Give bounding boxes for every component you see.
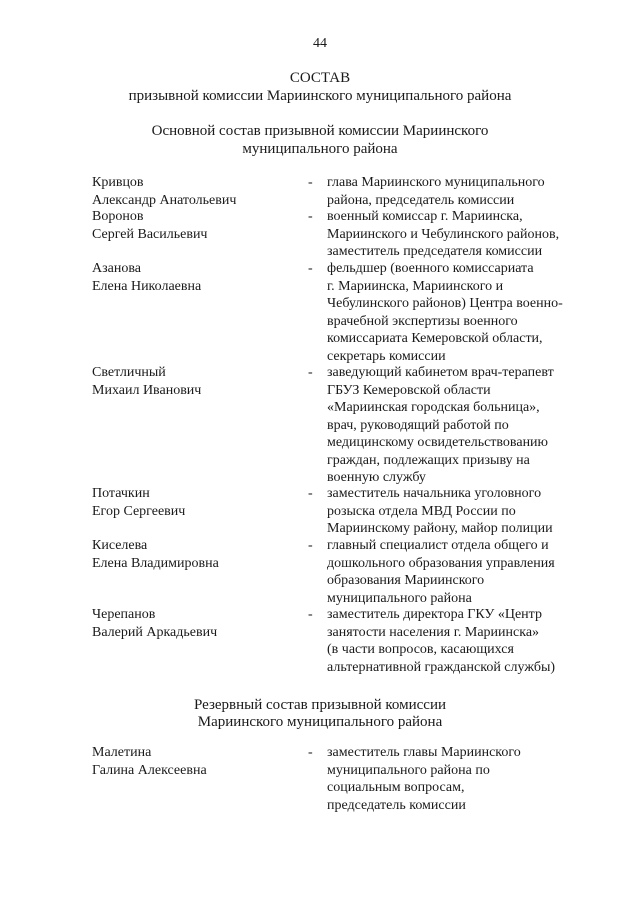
role-line: занятости населения г. Мариинска» [327,624,540,640]
member-name [92,744,302,779]
member-dash: - [308,607,313,622]
member-role [327,537,587,607]
member-name [92,606,302,641]
member-role [327,485,587,538]
role-line: заместитель председателя комиссии [327,244,543,259]
member-surname: Черепанов [92,607,156,622]
member-surname: Светличный [92,365,166,380]
role-line: врачебной экспертизы военного [327,313,518,329]
role-line: «Мариинская городская больница», [327,400,540,415]
member-role [327,364,587,487]
role-line: заместитель главы Мариинского [327,745,521,760]
role-line: розыска отдела МВД России по [327,503,516,519]
page-number: 44 [313,36,327,51]
member-dash: - [308,486,313,501]
role-line: заместитель директора ГКУ «Центр [327,607,542,622]
role-line: заместитель начальника уголовного [327,486,542,501]
member-name [92,364,302,399]
member-name [92,537,302,572]
role-line: фельдшер (военного комиссариата [327,261,534,276]
role-line: г. Мариинска, Мариинского и [327,278,504,294]
role-line: Чебулинского районов) Центра военно- [327,296,563,311]
main-section-title-line2: муниципального района [242,141,398,157]
role-line: глава Мариинского муниципального [327,175,545,190]
reserve-section-title-line1: Резервный состав призывной комиссии [193,697,447,713]
member-surname: Малетина [92,745,152,760]
member-dash: - [308,175,313,190]
member-given-name: Галина Алексеевна [92,762,207,778]
member-dash: - [308,261,313,276]
role-line: граждан, подлежащих призыву на [327,452,530,468]
document-subtitle: призывной комиссии Мариинского муниципального района [128,88,512,104]
member-name [92,485,302,520]
role-line: секретарь комиссии [327,348,446,364]
member-surname: Воронов [92,209,144,224]
role-line: главный специалист отдела общего и [327,538,549,553]
reserve-section-title-line2: Мариинского муниципального района [197,714,443,730]
member-role [327,744,587,814]
role-line: Мариинского и Чебулинского районов, [327,226,560,242]
member-role [327,606,587,676]
role-line: района, председатель комиссии [327,192,515,208]
member-role [327,208,587,261]
member-given-name: Елена Николаевна [92,278,202,294]
role-line: председатель комиссии [327,797,466,813]
member-surname: Кривцов [92,175,144,190]
member-surname: Киселева [92,538,148,553]
member-surname: Азанова [92,261,141,276]
role-line: социальным вопросам, [327,780,465,795]
document-title: СОСТАВ [289,70,351,86]
member-name [92,174,302,209]
member-name [92,208,302,243]
member-given-name: Михаил Иванович [92,382,202,398]
role-line: медицинскому освидетельствованию [327,435,549,450]
role-line: альтернативной гражданской службы) [327,659,556,675]
role-line: врач, руководящий работой по [327,417,509,433]
role-line: Мариинскому району, майор полиции [327,521,553,536]
member-given-name: Егор Сергеевич [92,503,186,519]
role-line: заведующий кабинетом врач-терапевт [327,365,554,380]
role-line: (в части вопросов, касающихся [327,642,514,657]
member-dash: - [308,745,313,760]
role-line: военный комиссар г. Мариинска, [327,209,523,224]
member-dash: - [308,538,313,553]
main-section-title-line1: Основной состав призывной комиссии Мариинского [151,123,489,139]
role-line: образования Мариинского [327,573,485,588]
member-surname: Потачкин [92,486,150,501]
member-role [327,174,587,209]
role-line: комиссариата Кемеровской области, [327,331,543,346]
member-dash: - [308,365,313,380]
member-given-name: Сергей Васильевич [92,226,208,242]
role-line: муниципального района по [327,762,490,778]
member-name [92,260,302,295]
role-line: муниципального района [327,590,472,606]
role-line: дошкольного образования управления [327,555,555,571]
member-given-name: Александр Анатольевич [92,192,237,208]
member-role [327,260,587,365]
member-given-name: Елена Владимировна [92,555,219,571]
role-line: военную службу [327,470,426,485]
member-given-name: Валерий Аркадьевич [92,624,218,640]
role-line: ГБУЗ Кемеровской области [327,382,491,398]
member-dash: - [308,209,313,224]
